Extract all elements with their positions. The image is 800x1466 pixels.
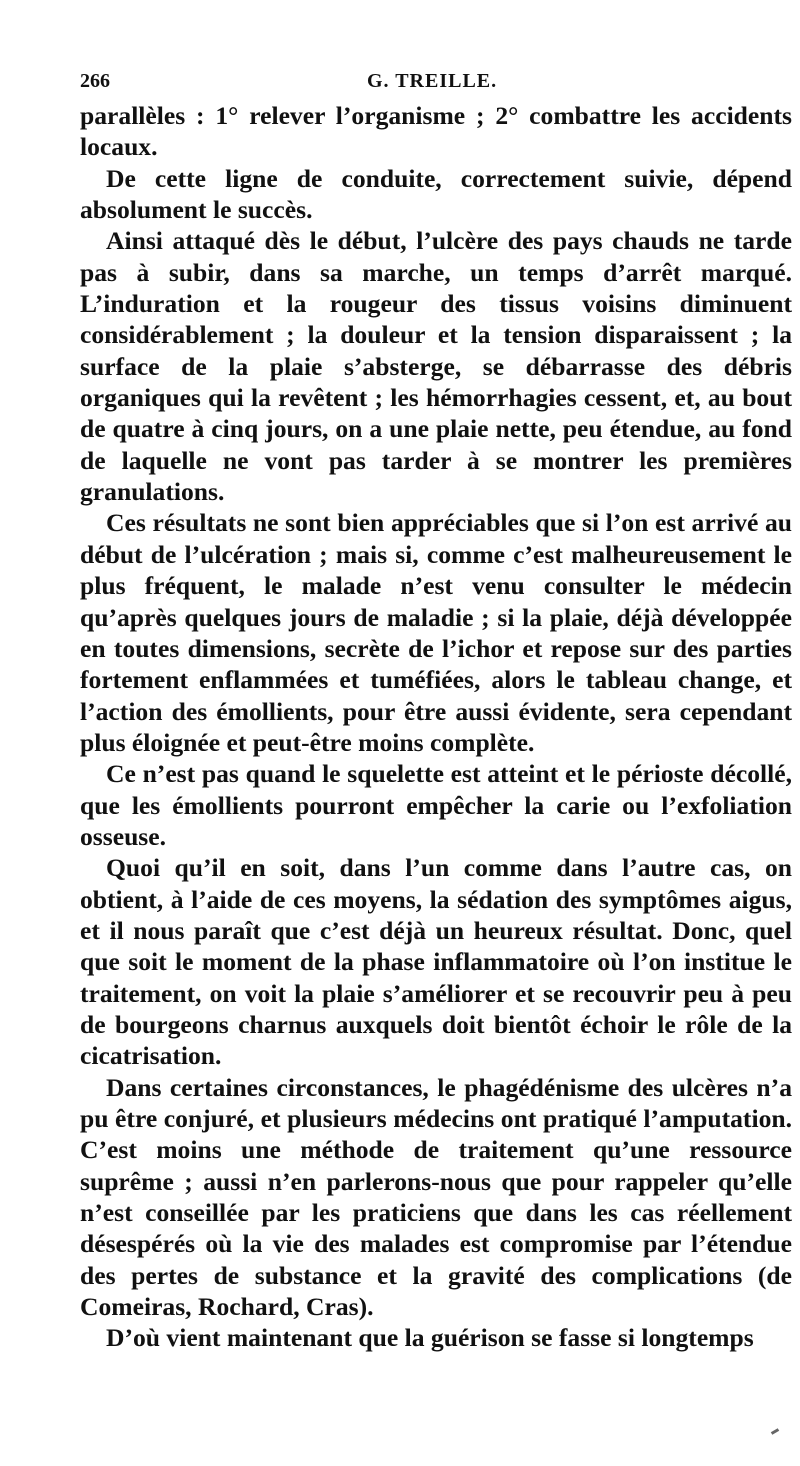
running-head: G. TREILLE. [367, 70, 498, 92]
paragraph: Quoi qu’il en soit, dans l’un comme dans l’autre cas, on obtient, à l’aide de ces moyens, la sédation des symptômes aigus, et il nous paraît que c’est déjà un heureux résultat. Donc, quel que soit le moment de la phase inflammatoire où l’on institue le traitement, on voit la plaie s’améliorer et se recouvrir peu à peu de bourgeons charnus auxquels doit bientôt échoir le rôle de la cicatrisation. [80, 853, 792, 1071]
body-text [80, 100, 792, 1354]
paragraph: Dans certaines circonstances, le phagédénisme des ulcères n’a pu être conjuré, et plusieurs médecins ont pratiqué l’amputation. C’est moins une méthode de traitement qu’une ressource suprême ; aussi n’en parlerons-nous que pour rappeler qu’elle n’est conseillée par les praticiens que dans les cas réellement désespérés où la vie des malades est compromise par l’étendue des pertes de substance et la gravité des complications (de Comeiras, Rochard, Cras). [80, 1072, 792, 1322]
paragraph-continuation: parallèles : 1° relever l’organisme ; 2° combattre les accidents locaux. [80, 101, 792, 162]
paragraph: De cette ligne de conduite, correctement suivie, dépend absolument le succès. [80, 163, 792, 225]
paragraph: Ainsi attaqué dès le début, l’ulcère des pays chauds ne tarde pas à subir, dans sa marche, un temps d’arrêt marqué. L’induration et la rougeur des tissus voisins diminuent considérablement ; la douleur et la tension disparaissent ; la surface de la plaie s’absterge, se débarrasse des débris organiques qui la revêtent ; les hémorrhagies cessent, et, au bout de quatre à cinq jours, on a une plaie nette, peu étendue, au fond de laquelle ne vont pas tarder à se montrer les premières granulations. [80, 226, 792, 507]
paragraph: Ce n’est pas quand le squelette est atteint et le périoste décollé, que les émollients pourront empêcher la carie ou l’exfoliation osseuse. [80, 759, 792, 851]
paragraph: Ces résultats ne sont bien appréciables que si l’on est arrivé au début de l’ulcération ; mais si, comme c’est malheureusement le plus fréquent, le malade n’est venu consulter le médecin qu’après quelques jours de maladie ; si la plaie, déjà développée en toutes dimensions, secrète de l’ichor et repose sur des parties fortement enflammées et tuméfiées, alors le tableau change, et l’action des émollients, pour être aussi évidente, sera cependant plus éloignée et peut-être moins complète. [80, 508, 792, 757]
paragraph: D’où vient maintenant que la guérison se fasse si longtemps [106, 1323, 754, 1353]
page-header [80, 70, 792, 100]
print-speck [771, 1428, 779, 1435]
page-number: 266 [80, 70, 110, 92]
